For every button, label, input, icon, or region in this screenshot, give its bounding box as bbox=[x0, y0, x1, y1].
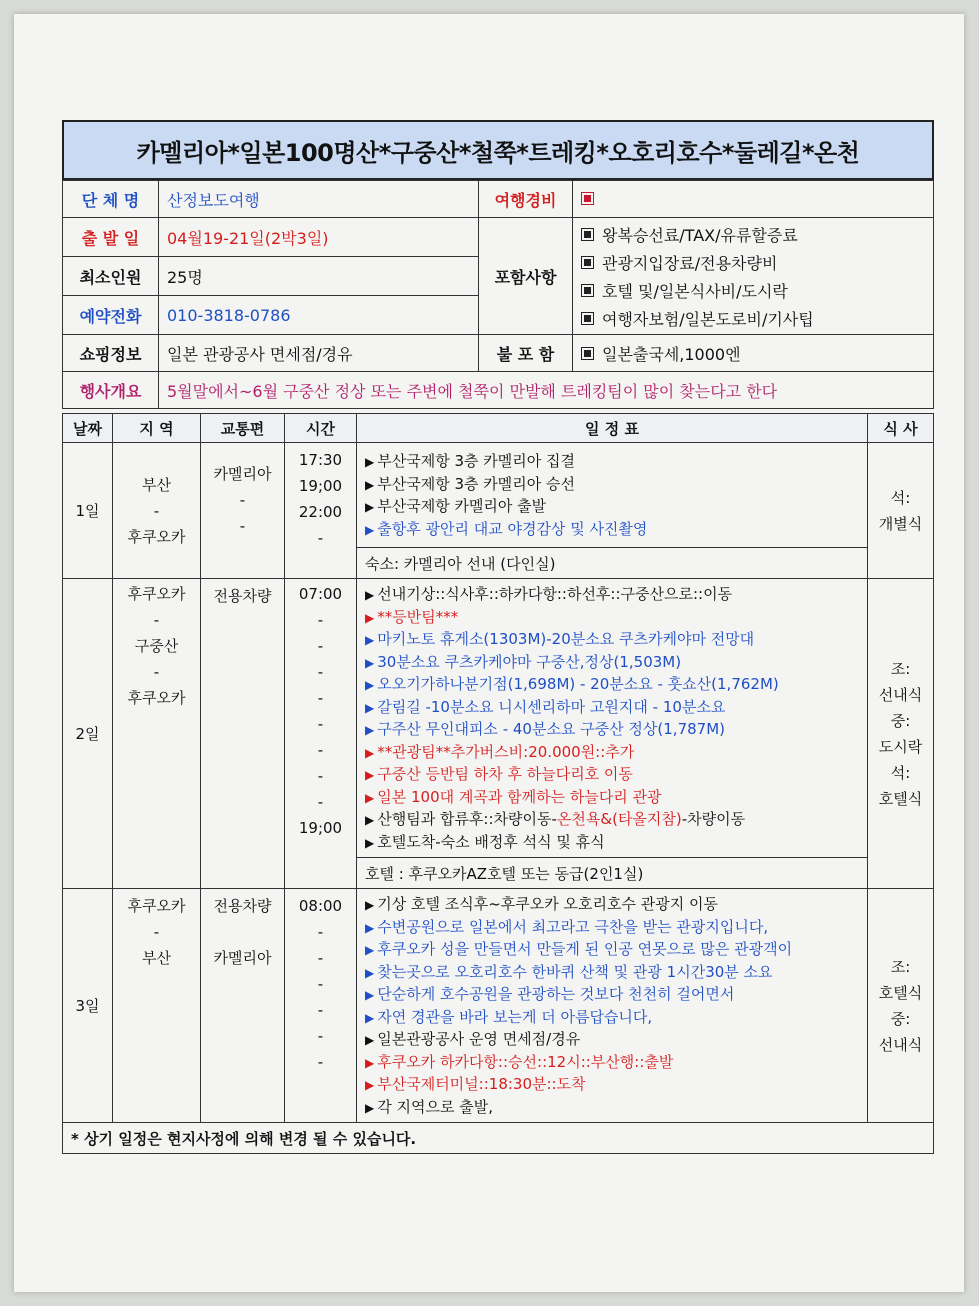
checkbox-icon bbox=[581, 347, 594, 360]
day2-meal: 조: 선내식 중: 도시락 석: 호텔식 bbox=[868, 579, 934, 889]
triangle-icon: ▶ bbox=[365, 455, 375, 469]
plan-line: ▶ 후쿠오카 하카다항::승선::12시::부산행::출발 bbox=[365, 1052, 674, 1071]
plan-line: ▶ 일본 100대 계곡과 함께하는 하늘다리 관광 bbox=[365, 787, 662, 806]
day3-transport: 전용차량 카멜리아 bbox=[201, 889, 285, 1123]
triangle-icon: ▶ bbox=[365, 1078, 375, 1092]
phone-value: 010-3818-0786 bbox=[159, 296, 479, 335]
plan-line: ▶ 기상 호텔 조식후~후쿠오카 오호리호수 관광지 이동 bbox=[365, 895, 718, 913]
plan-line: ▶ 구주산 무인대피소 - 40분소요 구중산 정상(1,787M) bbox=[365, 720, 726, 738]
plan-line: ▶ 부산국제항 3층 카멜리아 집결 bbox=[365, 452, 575, 470]
header-region: 지 역 bbox=[113, 414, 201, 443]
triangle-icon: ▶ bbox=[365, 988, 375, 1002]
triangle-icon: ▶ bbox=[365, 965, 375, 980]
triangle-icon: ▶ bbox=[365, 943, 375, 957]
triangle-icon: ▶ bbox=[365, 745, 375, 760]
org-value: 산정보도여행 bbox=[159, 181, 479, 218]
footer-note: * 상기 일정은 현지사정에 의해 변경 될 수 있습니다. bbox=[62, 1123, 934, 1154]
day3-meal: 조: 호텔식 중: 선내식 bbox=[868, 889, 934, 1123]
page-title: 카멜리아*일본100명산*구중산*철쭉*트레킹*오호리호수*둘레길*온천 bbox=[62, 120, 934, 180]
checkbox-icon bbox=[581, 192, 594, 205]
header-plan: 일 정 표 bbox=[357, 414, 868, 443]
phone-label: 예약전화 bbox=[63, 296, 159, 335]
plan-line: ▶ 호텔도착-숙소 배정후 석식 및 휴식 bbox=[365, 832, 605, 851]
incl-item: 여행자보험/일본도로비/기사팁 bbox=[581, 304, 925, 332]
day2-lodging: 호텔 : 후쿠오카AZ호텔 또는 동급(2인1실) bbox=[357, 858, 868, 889]
paper-sheet bbox=[14, 14, 964, 1292]
plan-line: ▶ 오오기가하나분기점(1,698M) - 20분소요 - 훗쇼산(1,762M) bbox=[365, 675, 779, 693]
triangle-icon: ▶ bbox=[365, 610, 375, 625]
header-meal: 식 사 bbox=[868, 414, 934, 443]
triangle-icon: ▶ bbox=[365, 813, 375, 827]
day1-region: 부산 - 후쿠오카 bbox=[113, 443, 201, 579]
schedule-table bbox=[62, 413, 934, 1123]
date-label: 출 발 일 bbox=[63, 218, 159, 257]
header-transport: 교통편 bbox=[201, 414, 285, 443]
header-day: 날짜 bbox=[63, 414, 113, 443]
incl-item: 왕복승선료/TAX/유류할증료 bbox=[581, 220, 925, 248]
plan-line: ▶ 갈림길 -10분소요 니시센리하마 고원지대 - 10분소요 bbox=[365, 697, 726, 716]
plan-line: ▶ 출항후 광안리 대교 야경감상 및 사진촬영 bbox=[365, 519, 648, 538]
day3-plan bbox=[357, 889, 868, 1123]
event-value: 5월말에서~6월 구중산 정상 또는 주변에 철쭉이 만발해 트레킹팀이 많이 찾는다고 한다 bbox=[159, 372, 934, 409]
triangle-icon: ▶ bbox=[365, 1055, 375, 1070]
plan-line: ▶ 각 지역으로 출발, bbox=[365, 1097, 493, 1116]
plan-line: ▶ **관광팀**추가버스비:20.000원::추가 bbox=[365, 742, 635, 761]
incl-item: 관광지입장료/전용차량비 bbox=[581, 248, 925, 276]
checkbox-icon bbox=[581, 312, 594, 325]
plan-line: ▶ 구중산 등반팀 하차 후 하늘다리호 이동 bbox=[365, 765, 633, 783]
triangle-icon: ▶ bbox=[365, 522, 375, 537]
min-value: 25명 bbox=[159, 257, 479, 296]
day2-day: 2일 bbox=[63, 579, 113, 889]
plan-line: ▶ 부산국제항 카멜리아 출발 bbox=[365, 497, 547, 515]
triangle-icon: ▶ bbox=[365, 1010, 375, 1025]
plan-line: ▶ 수변공원으로 일본에서 최고라고 극찬을 받는 관광지입니다, bbox=[365, 917, 769, 936]
triangle-icon: ▶ bbox=[365, 655, 375, 670]
incl-list bbox=[573, 218, 934, 335]
shop-label: 쇼핑정보 bbox=[63, 335, 159, 372]
tour-document bbox=[62, 120, 934, 1154]
cost-label: 여행경비 bbox=[479, 181, 573, 218]
excl-label: 불 포 함 bbox=[479, 335, 573, 372]
triangle-icon: ▶ bbox=[365, 920, 375, 935]
triangle-icon: ▶ bbox=[365, 1100, 375, 1115]
org-label: 단 체 명 bbox=[63, 181, 159, 218]
plan-line: ▶ 단순하게 호수공원을 관광하는 것보다 천천히 걸어면서 bbox=[365, 985, 735, 1003]
triangle-icon: ▶ bbox=[365, 477, 375, 492]
day2-plan bbox=[357, 579, 868, 858]
day3-day: 3일 bbox=[63, 889, 113, 1123]
plan-line: ▶ 자연 경관을 바라 보는게 더 아름답습니다, bbox=[365, 1007, 653, 1026]
plan-line: ▶ 산행팀과 합류후::차량이동-온천욕&(타올지참)-차량이동 bbox=[365, 810, 746, 828]
plan-line: ▶ 30분소요 쿠츠카케야마 구중산,정상(1,503M) bbox=[365, 652, 682, 671]
plan-line: ▶ 찾는곳으로 오호리호수 한바퀴 산책 및 관광 1시간30분 소요 bbox=[365, 962, 773, 981]
plan-line: ▶ **등반팀*** bbox=[365, 607, 459, 626]
day3-time: 08:00 - - - - - - bbox=[285, 889, 357, 1123]
plan-line: ▶ 일본관광공사 운영 면세점/경유 bbox=[365, 1030, 581, 1048]
plan-line: ▶ 마키노토 휴게소(1303M)-20분소요 쿠츠카케야마 전망대 bbox=[365, 630, 755, 648]
triangle-icon: ▶ bbox=[365, 588, 375, 602]
incl-item: 호텔 및/일본식사비/도시락 bbox=[581, 276, 925, 304]
plan-line: ▶ 후쿠오카 성을 만들면서 만들게 된 인공 연못으로 많은 관광객이 bbox=[365, 940, 793, 958]
plan-line: ▶ 선내기상::식사후::하카다항::하선후::구중산으로::이동 bbox=[365, 585, 733, 603]
info-table bbox=[62, 180, 934, 409]
day3-region: 후쿠오카 - 부산 bbox=[113, 889, 201, 1123]
day2-region: 후쿠오카 - 구중산 - 후쿠오카 bbox=[113, 579, 201, 889]
triangle-icon: ▶ bbox=[365, 790, 375, 805]
plan-line: ▶ 부산국제터미널::18:30분::도착 bbox=[365, 1075, 586, 1093]
triangle-icon: ▶ bbox=[365, 768, 375, 782]
day1-plan bbox=[357, 443, 868, 548]
day1-transport: 카멜리아 - - bbox=[201, 443, 285, 579]
triangle-icon: ▶ bbox=[365, 835, 375, 850]
excl-value: 일본출국세,1000엔 bbox=[573, 335, 934, 372]
triangle-icon: ▶ bbox=[365, 633, 375, 647]
shop-value: 일본 관광공사 면세점/경유 bbox=[159, 335, 479, 372]
triangle-icon: ▶ bbox=[365, 700, 375, 715]
plan-line: ▶ 부산국제항 3층 카멜리아 승선 bbox=[365, 474, 575, 493]
triangle-icon: ▶ bbox=[365, 500, 375, 514]
date-value: 04월19-21일(2박3일) bbox=[159, 218, 479, 257]
day1-day: 1일 bbox=[63, 443, 113, 579]
min-label: 최소인원 bbox=[63, 257, 159, 296]
header-time: 시간 bbox=[285, 414, 357, 443]
checkbox-icon bbox=[581, 228, 594, 241]
incl-label: 포함사항 bbox=[479, 218, 573, 335]
triangle-icon: ▶ bbox=[365, 1033, 375, 1047]
checkbox-icon bbox=[581, 256, 594, 269]
triangle-icon: ▶ bbox=[365, 678, 375, 692]
day1-time: 17:30 19;00 22:00 - bbox=[285, 443, 357, 579]
triangle-icon: ▶ bbox=[365, 898, 375, 912]
checkbox-icon bbox=[581, 284, 594, 297]
event-label: 행사개요 bbox=[63, 372, 159, 409]
day1-meal: 석: 개별식 bbox=[868, 443, 934, 579]
day2-transport: 전용차량 bbox=[201, 579, 285, 889]
cost-value bbox=[573, 181, 934, 218]
day2-time: 07:00 - - - - - - - - 19;00 bbox=[285, 579, 357, 889]
triangle-icon: ▶ bbox=[365, 723, 375, 737]
day1-lodging: 숙소: 카멜리아 선내 (다인실) bbox=[357, 548, 868, 579]
